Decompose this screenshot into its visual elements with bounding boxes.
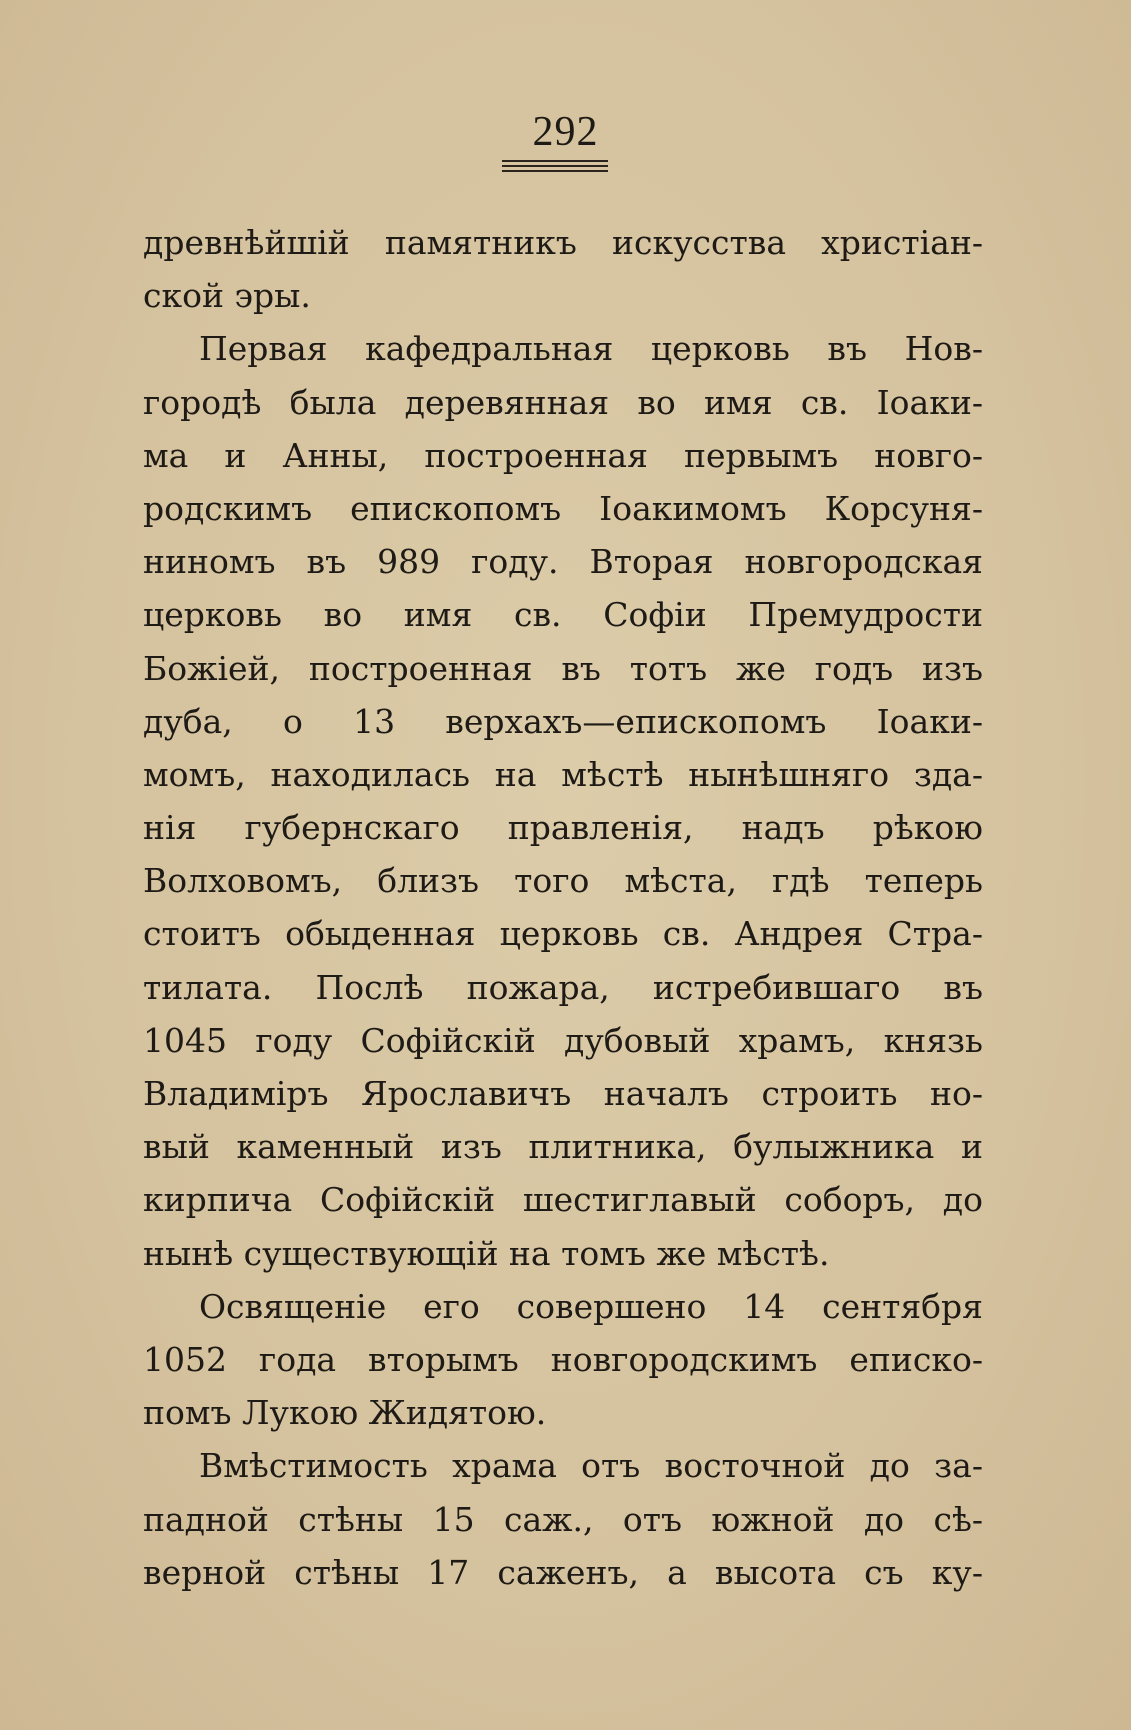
text-line: помъ Лукою Жидятою. [143, 1393, 547, 1433]
text-line: Божіей, построенная въ тотъ же годъ изъ [143, 648, 983, 688]
text-line: Первая кафедральная церковь въ Нов- [199, 329, 983, 369]
text-line: дуба, о 13 верхахъ—епископомъ Іоаки- [143, 701, 983, 741]
text-line: падной стѣны 15 саж., отъ южной до сѣ- [143, 1499, 983, 1539]
header-rule-top [502, 160, 608, 162]
text-line: церковь во имя св. Софіи Премудрости [143, 595, 983, 635]
text-line: городѣ была деревянная во имя св. Іоаки- [143, 382, 983, 422]
text-line: ниномъ въ 989 году. Вторая новгородская [143, 542, 983, 582]
text-line: Освященіе его совершено 14 сентября [199, 1286, 983, 1326]
text-line: Владиміръ Ярославичъ началъ строить но- [143, 1074, 983, 1113]
text-line: верной стѣны 17 саженъ, а высота съ ку- [143, 1552, 983, 1592]
text-line: Волховомъ, близъ того мѣста, гдѣ теперь [143, 861, 983, 901]
text-line: древнѣйшій памятникъ искусства христіан- [143, 223, 983, 262]
text-line: вый каменный изъ плитника, булыжника и [143, 1127, 983, 1167]
text-line: 1052 года вторымъ новгородскимъ еписко- [143, 1339, 983, 1379]
text-line: ма и Анны, построенная первымъ новго- [143, 435, 983, 475]
text-line: Вмѣстимость храма отъ восточной до за- [199, 1446, 983, 1486]
text-line: кирпича Софійскій шестиглавый соборъ, до [143, 1180, 983, 1220]
text-line: момъ, находилась на мѣстѣ нынѣшняго зда- [143, 754, 983, 794]
text-line: родскимъ епископомъ Іоакимомъ Корсуня- [143, 488, 983, 528]
text-line: стоитъ обыденная церковь св. Андрея Стра- [143, 914, 983, 954]
header-rule-bottom [502, 170, 608, 172]
text-line: тилата. Послѣ пожара, истребившаго въ [143, 967, 983, 1007]
page-number: 292 [532, 109, 599, 155]
text-line: 1045 году Софійскій дубовый храмъ, князь [143, 1020, 983, 1060]
text-line: ской эры. [143, 276, 311, 316]
text-line: нія губернскаго правленія, надъ рѣкою [143, 808, 983, 848]
text-line: нынѣ существующій на томъ же мѣстѣ. [143, 1233, 830, 1273]
body-text [143, 216, 983, 1599]
header-rule-middle [502, 165, 608, 167]
